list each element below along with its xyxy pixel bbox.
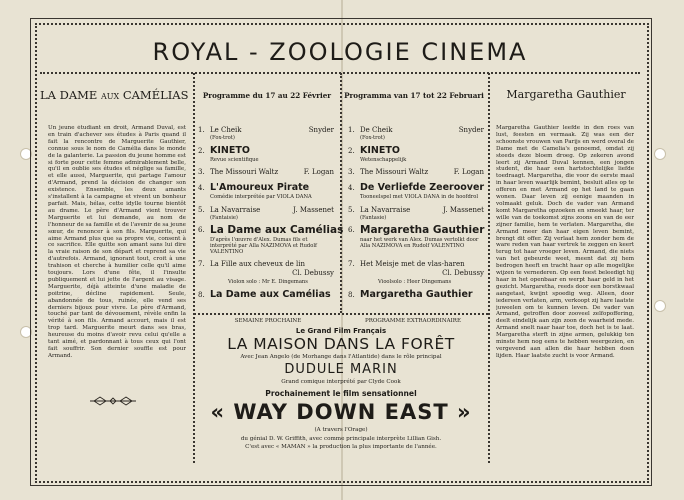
left-synopsis: Un jeune étudiant en droit, Armand Duval, est en train d'achever ses études à Paris quand il fait la rencontre de Marguerite Gauthier, connue sous le nom de Camélia dans le monde de la galanterie. La passion du jeune homme est si forte pour cette femme admirablement belle, qu'il en oublie ses études et néglige sa famille, et elle aussi, Marguerite, qui partage l'amour d'Armand, prend la décision de changer son existence. Ensemble, les deux amants s'installent à la campagne et vivent un bonheur parfait. Mais, hélas, cette idylle tourne bientôt au drame. Le père d'Armand vient trouver Marguerite et lui demande, au nom de l'honneur de sa famille et de l'avenir de sa jeune sœur, de renoncer à son fils. Marguerite, qui aime Armand plus que sa propre vie, consent à ce sacrifice. Elle quitte son amant sans lui dire la vraie raison de son départ et reprend sa vie d'autrefois. Armand, ignorant tout, croit à une trahison et cherche à humilier celle qu'il aime toujours. Lors d'une fête, il l'insulte publiquement et lui jette de l'argent au visage. Marguerite, déjà atteinte d'une maladie de poitrine, décline rapidement. Seule, abandonnée de tous, ruinée, elle vend ses derniers bijoux pour vivre. Le père d'Armand, touché par tant de dévouement, révèle enfin la vérité à son fils. Armand accourt, mais il est trop tard. Marguerite meurt dans ses bras, heureuse du moins d'avoir revu celui qu'elle a tant aimé, et pardonnant à tous ceux qui l'ont fait souffrir. Son dernier souffle est pour Armand. [48,125,186,359]
way-down-east-title: « WAY DOWN EAST » [210,400,472,424]
programme-fr-heading: Programme du 17 au 22 Février [202,91,332,100]
way-down-east-credit: du génial D. W. Griffith, avec comme principale interprète Lillian Gish. [240,436,442,442]
way-down-east-subtitle: (A travers l'Orage) [314,427,368,433]
column-divider [340,73,342,313]
way-down-east-note: C'est avec « MAMAN » la production la plus importante de l'année. [245,444,437,450]
programme-item-note: (Fox-trot) [210,135,235,141]
binding-hole [654,300,666,312]
programme-item-note: Violon solo : Mr E. Dingemans [228,279,308,285]
feature-film-title: LA MAISON DANS LA FORÊT [227,335,455,353]
right-column-heading: Margaretha Gauthier [506,88,626,101]
programme-item-note: Vioolsolo : Heer Dingemans [378,279,452,285]
programme-sheet: ROYAL - ZOOLOGIE CINEMA LA DAME AUX CAMÉLIAS Un jeune étudiant en droit, Armand Duval, est en train d'achever ses études à Paris quand il fait la rencontre de Marguerite Gauthier, connue sous le nom de Camélia dans le monde de la galanterie. La passion du jeune homme est si forte pour cette femme admirablement belle, qu'il en oublie ses études et néglige sa famille, et elle aussi, Marguerite, qui partage l'amour d'Armand, prend la décision de changer son existence. Ensemble, les deux amants s'installent à la campagne et vivent un bonheur parfait. Mais, hélas, cette idylle tourne bientôt au drame. Le père d'Armand vient trouver Marguerite et lui demande, au nom de l'honneur de sa famille et de l'avenir de sa jeune sœur, de renoncer à son fils. Marguerite, qui aime Armand plus que sa propre vie, consent à ce sacrifice. Elle quitte son amant sans lui dire la vraie raison de son départ et reprend sa vie d'autrefois. Armand, ignorant tout, croit à une trahison et cherche à humilier celle qu'il aime toujours. Lors d'une fête, il l'insulte publiquement et lui jette de l'argent au visage. Marguerite, déjà atteinte d'une maladie de poitrine, décline rapidement. Seule, abandonnée de tous, ruinée, elle vend ses derniers bijoux pour vivre. Le père d'Armand, touché par tant de dévouement, révèle enfin la vérité à son fils. Armand accourt, mais il est trop tard. Marguerite meurt dans ses bras, heureuse du moins d'avoir revu celui qu'elle a tant aimé, et pardonnant à tous ceux qui l'ont fait souffrir. Son dernier souffle est pour Armand. Programme du 17 au 22 Février 1. Le Cheik Snyder (Fox-trot) 2. KINETO Revue scientifique 3. The Missouri Waltz F. Logan 4. L'Amoureux Pirate Comédie interprétée par VIOLA DANA 5. La Navarraise J. Massenet (Fantaisie) 6. La Dame aux Camélias D'après l'œuvre d'Alex. Dumas fils et interprété par Alla NAZIMOVA et Rudolf VALENTINO 7. La Fille aux cheveux de lin Cl. Debussy Violon solo : Mr E. Dingemans 8. La Dame aux Camélias Programma van 17 tot 22 Februari 1. De Cheik Snyder (Fox-trot) 2. KINETO Wetenschappelijk 3. The Missouri Waltz F. Logan 4. De Verliefde Zeeroover Tooneelspel met VIOLA DANA in de hoofdrol 5. La Navarraise J. Massenet (Fantasie) 6. Margaretha Gauthier naar het werk van Alex. Dumas vertolkt door Alla NAZIMOVA en Rudolf VALENTINO 7. Het Meisje met de vlas-haren Cl. Debussy Vioolsolo : Heer Dingemans 8. Margaretha Gauthier Margaretha Gauthier Margaretha Gauthier leefde in den roes van lust, feesten en vermaak. Zij was een der schoonste vrouwen van Parijs en werd overal de Dame met de Camelia's genoemd, omdat zij steeds deze bloem droeg. Op zekeren avond leert zij Armand Duval kennen, een jongen student, die haar een hartstochtelijke liefde toedraagt. Margaretha, die voor de eerste maal in haar leven waarlijk bemint, besluit alles op te offeren en met Armand op het land te gaan wonen. Daar leven zij eenige maanden in volmaakt geluk. Doch de vader van Armand komt Margaretha opzoeken en smeekt haar, ter wille van de toekomst zijns zoons en van de eer zijner familie, hem te verlaten. Margaretha, die Armand meer dan haar eigen leven bemint, brengt dit offer. Zij verlaat hem zonder hem de ware reden van haar vertrek te zeggen en keert terug tot haar vroeger leven. Armand, die niets van het gebeurde weet, meent dat zij hem bedrogen heeft en tracht haar op alle mogelijke wijzen te vernederen. Op een feest beleedigt hij haar in het openbaar en werpt haar geld in het gezicht. Margaretha, reeds door een borstkwaal aangetast, kwijnt spoedig weg. Alleen, door iedereen verlaten, arm, verkoopt zij hare laatste juweelen om te kunnen leven. De vader van Armand, getroffen door zooveel zelfopoffering, deelt eindelijk aan zijn zoon de waarheid mede. Armand snelt naar haar toe, doch het is te laat. Margaretha sterft in zijne armen, gelukkig ten minste hem nog eens te hebben weergezien, en vergevend aan allen die haar hebben doen lijden. Haar laatste zucht is voor Armand. SEMAINE PROCHAINE PROGRAMME EXTRAORDINAIRE Le Grand Film Français LA MAISON DANS LA FORÊT Avec Jean Angelo (de Morhange dans l'Atlantide) dans le rôle principal DUDULE MARIN Grand comique interprété par Clyde Cook Prochainement le film sensationnel « WAY DOWN EAST » (A travers l'Orage) du génial D. W. Griffith, avec comme principale interprète Lillian Gish. C'est avec « MAMAN » la production la plus importante de l'année. [0,0,684,500]
programme-item-note: Wetenschappelijk [360,157,407,163]
announcement-divider [194,313,488,315]
feature-film-credit: Avec Jean Angelo (de Morhange dans l'Atlantide) dans le rôle principal [240,354,442,360]
column-divider [488,73,490,463]
programme-item-note: naar het werk van Alex. Dumas vertolkt door Alla NAZIMOVA en Rudolf VALENTINO [360,237,479,249]
comedy-film-credit: Grand comique interprété par Clyde Cook [281,379,401,385]
programme-item-note: (Fantasie) [360,215,387,221]
grand-film-label: Le Grand Film Français [295,327,387,335]
programme-item-note: D'après l'œuvre d'Alex. Dumas fils et interprété par Alla NAZIMOVA et Rudolf VALENTINO [210,237,317,255]
programme-item-note: (Fox-trot) [360,135,385,141]
next-week-label: SEMAINE PROCHAINE [234,318,302,324]
programme-item-note: Comédie interprétée par VIOLA DANA [210,194,312,200]
coming-soon-label: Prochainement le film sensationnel [265,389,417,398]
binding-hole [654,148,666,160]
page-title: ROYAL - ZOOLOGIE CINEMA [152,38,528,66]
programme-item-note: (Fantaisie) [210,215,238,221]
decorative-ornament [88,396,138,406]
programme-nl-heading: Programma van 17 tot 22 Februari [344,91,484,100]
left-column-heading: LA DAME AUX CAMÉLIAS [40,88,189,102]
comedy-film-title: DUDULE MARIN [284,362,398,377]
right-synopsis: Margaretha Gauthier leefde in den roes van lust, feesten en vermaak. Zij was een der schoonste vrouwen van Parijs en werd overal de Dame met de Camelia's genoemd, omdat zij steeds deze bloem droeg. Op zekeren avond leert zij Armand Duval kennen, een jongen student, die haar een hartstochtelijke liefde toedraagt. Margaretha, die voor de eerste maal in haar leven waarlijk bemint, besluit alles op te offeren en met Armand op het land te gaan wonen. Daar leven zij eenige maanden in volmaakt geluk. Doch de vader van Armand komt Margaretha opzoeken en smeekt haar, ter wille van de toekomst zijns zoons en van de eer zijner familie, hem te verlaten. Margaretha, die Armand meer dan haar eigen leven bemint, brengt dit offer. Zij verlaat hem zonder hem de ware reden van haar vertrek te zeggen en keert terug tot haar vroeger leven. Armand, die niets van het gebeurde weet, meent dat zij hem bedrogen heeft en tracht haar op alle mogelijke wijzen te vernederen. Op een feest beleedigt hij haar in het openbaar en werpt haar geld in het gezicht. Margaretha, reeds door een borstkwaal aangetast, kwijnt spoedig weg. Alleen, door iedereen verlaten, arm, verkoopt zij hare laatste juweelen om te kunnen leven. De vader van Armand, getroffen door zooveel zelfopoffering, deelt eindelijk aan zijn zoon de waarheid mede. Armand snelt naar haar toe, doch het is te laat. Margaretha sterft in zijne armen, gelukkig ten minste hem nog eens te hebben weergezien, en vergevend aan allen die haar hebben doen lijden. Haar laatste zucht is voor Armand. [496,125,634,359]
programme-item-note: Tooneelspel met VIOLA DANA in de hoofdrol [360,194,479,200]
extraordinary-label: PROGRAMME EXTRAORDINAIRE [365,318,461,324]
programme-item-note: Revue scientifique [210,157,259,163]
